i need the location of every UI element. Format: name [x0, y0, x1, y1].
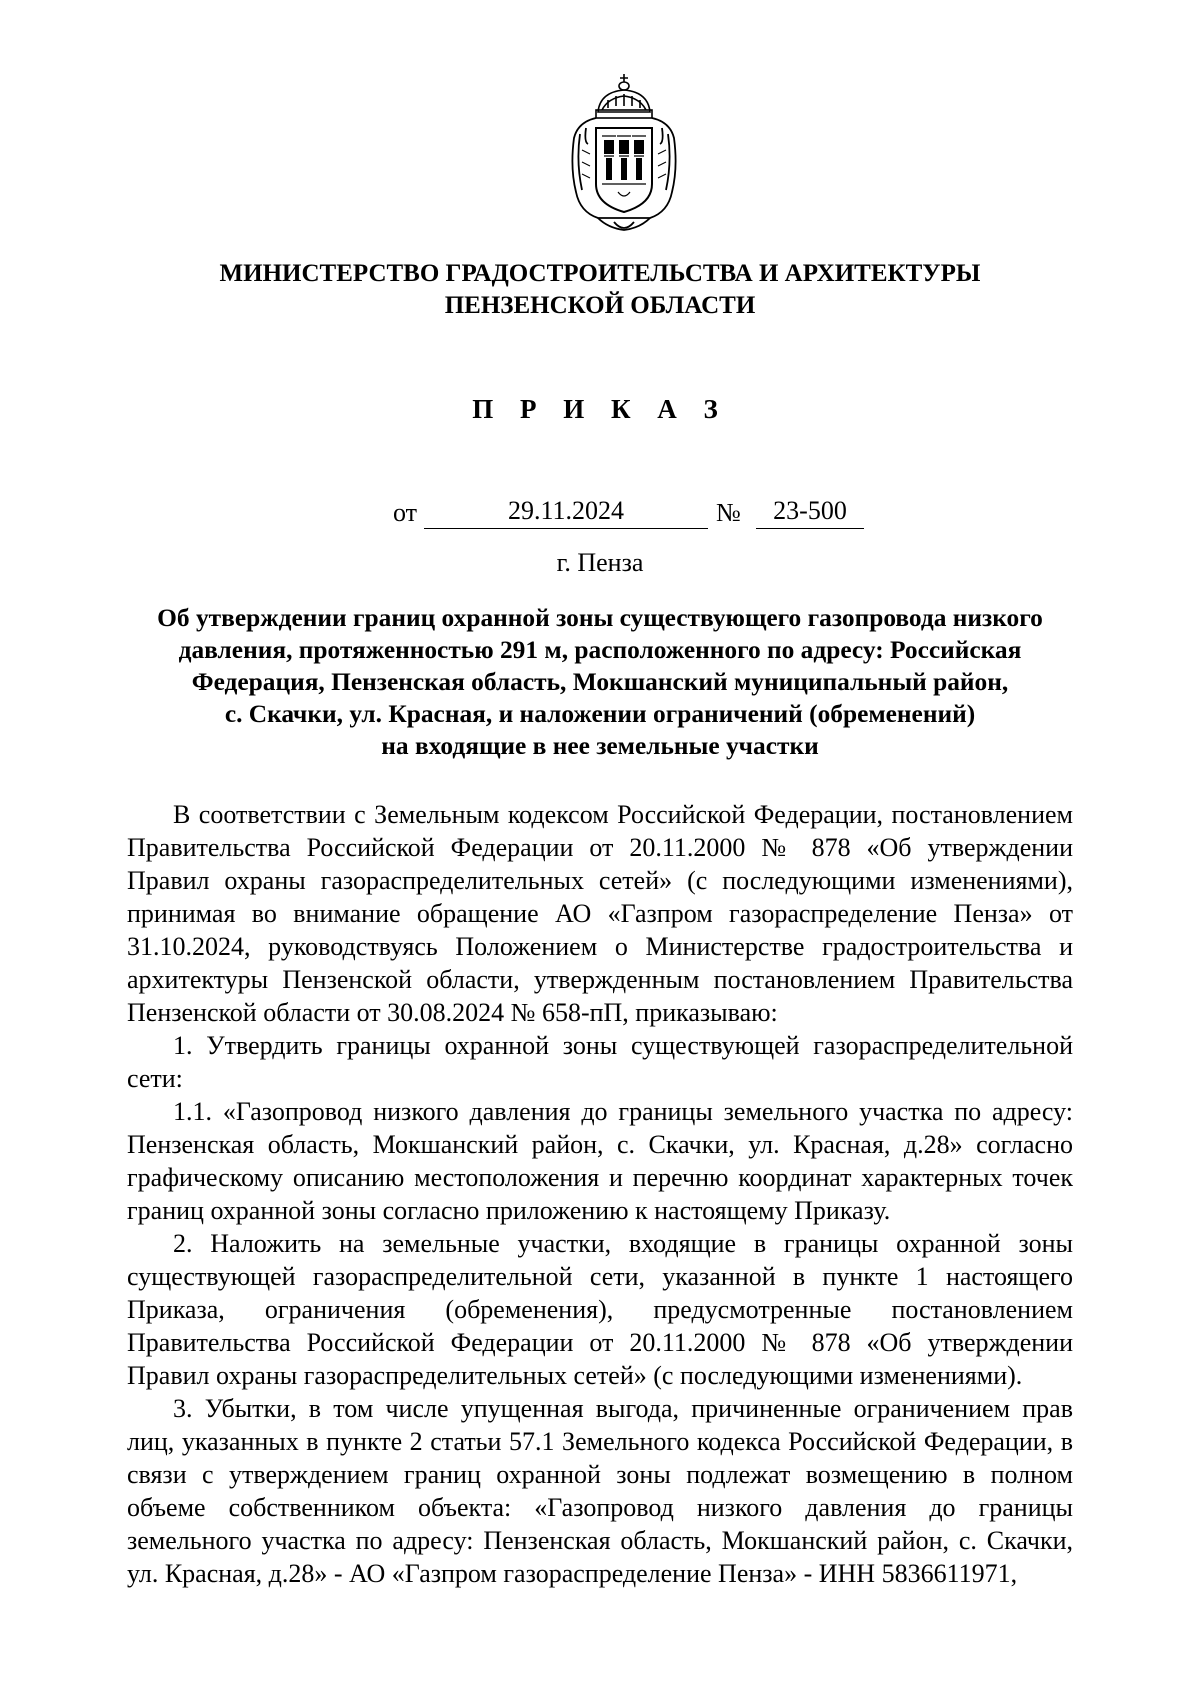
subject-line-2: давления, протяженностью 291 м, расположенного по адресу: Российская [178, 636, 1022, 664]
order-body [127, 798, 1073, 1590]
ministry-line-2: ПЕНЗЕНСКОЙ ОБЛАСТИ [444, 292, 756, 319]
order-date: 29.11.2024 [424, 496, 708, 529]
coat-of-arms-emblem [568, 72, 680, 234]
clause-3-paragraph: 3. Убытки, в том числе упущенная выгода, причиненные ограничением прав лиц, указанных в пункте 2 статьи 57.1 Земельного кодекса Российской Федерации, в связи с утверждением границ охранной зоны подлежат возмещению в полном объеме собственником объекта: «Газопровод низкого давления до границы земельного участка по адресу: Пензенская область, Мокшанский район, с. Скачки, ул. Красная, д.28» - АО «Газпром газораспределение Пенза» - ИНН 5836611971, [127, 1394, 1073, 1588]
date-number-line [0, 496, 1200, 532]
clause-1-1-paragraph: 1.1. «Газопровод низкого давления до границы земельного участка по адресу: Пензенская область, Мокшанский район, с. Скачки, ул. Красная, д.28» согласно графическому описанию местоположения и перечню координат характерных точек границ охранной зоны согласно приложению к настоящему Приказу. [127, 1097, 1073, 1225]
clause-1-paragraph: 1. Утвердить границы охранной зоны существующей газораспределительной сети: [127, 1031, 1073, 1093]
subject-line-4: с. Скачки, ул. Красная, и наложении ограничений (обременений) [224, 700, 976, 728]
order-number: 23-500 [756, 496, 864, 529]
order-subject [110, 602, 1090, 762]
subject-line-5: на входящие в нее земельные участки [381, 732, 819, 760]
preamble-paragraph: В соответствии с Земельным кодексом Российской Федерации, постановлением Правительства Российской Федерации от 20.11.2000 № 878 «Об утверждении Правил охраны газораспределительных сетей» (с последующими изменениями), принимая во внимание обращение АО «Газпром газораспределение Пенза» от 31.10.2024, руководствуясь Положением о Министерстве градостроительства и архитектуры Пензенской области, утвержденным постановлением Правительства Пензенской области от 30.08.2024 № 658-пП, приказываю: [127, 800, 1073, 1027]
ministry-name [150, 258, 1050, 322]
date-prefix: от [393, 498, 418, 527]
number-sign: № [716, 498, 741, 527]
document-type-title: П Р И К А З [472, 394, 728, 424]
city-line: г. Пенза [556, 548, 644, 577]
subject-line-3: Федерация, Пензенская область, Мокшанский муниципальный район, [191, 668, 1009, 696]
subject-line-1: Об утверждении границ охранной зоны существующего газопровода низкого [157, 604, 1043, 632]
ministry-line-1: МИНИСТЕРСТВО ГРАДОСТРОИТЕЛЬСТВА И АРХИТЕКТУРЫ [219, 260, 981, 287]
clause-2-paragraph: 2. Наложить на земельные участки, входящие в границы охранной зоны существующей газораспределительной сети, указанной в пункте 1 настоящего Приказа, ограничения (обременения), предусмотренные постановлением Правительства Российской Федерации от 20.11.2000 № 878 «Об утверждении Правил охраны газораспределительных сетей» (с последующими изменениями). [127, 1229, 1073, 1390]
